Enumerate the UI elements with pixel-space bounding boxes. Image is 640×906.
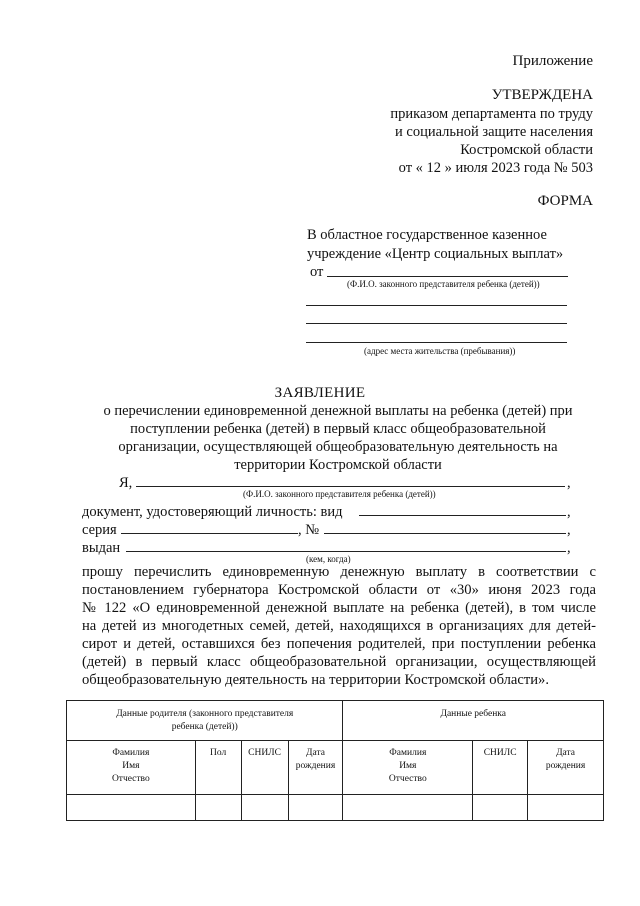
id-document-type-line[interactable] [359, 515, 566, 516]
document-title: ЗАЯВЛЕНИЕ [274, 385, 366, 401]
parent-sex-cell[interactable] [195, 795, 241, 821]
addressee-line-1: В областное государственное казенное [307, 227, 547, 243]
issued-label: выдан [82, 540, 121, 556]
parent-birthdate-header: Дата рождения [288, 741, 343, 795]
full-name-hint: (Ф.И.О. законного представителя ребенка (детей)) [243, 489, 436, 499]
approved-by-line-1: приказом департамента по труду [390, 106, 593, 122]
full-name-comma: , [567, 475, 571, 491]
applicant-name-hint: (Ф.И.О. законного представителя ребенка (детей)) [347, 279, 540, 289]
parent-fio-header: Фамилия Имя Отчество [67, 741, 196, 795]
table-header-row [67, 701, 604, 741]
title-line-2: поступлении ребенка (детей) в первый класс общеобразовательной [130, 421, 546, 437]
title-line-3: организации, осуществляющей общеобразовательную деятельность на [118, 439, 558, 455]
issued-hint: (кем, когда) [306, 554, 351, 564]
series-line[interactable] [121, 533, 298, 534]
addressee-line-2: учреждение «Центр социальных выплат» [307, 246, 564, 262]
request-line-5: сирот и детей, оставшихся без попечения родителей, при поступлении ребенка [82, 636, 596, 652]
appendix-label: Приложение [512, 53, 593, 69]
address-line-3[interactable] [306, 342, 567, 343]
number-label: , № [298, 522, 320, 538]
request-line-6: (детей) в первый класс общеобразовательной организации, осуществляющей [82, 654, 596, 670]
approved-label: УТВЕРЖДЕНА [491, 87, 593, 103]
parent-fio-cell[interactable] [67, 795, 196, 821]
child-birthdate-header: Дата рождения [528, 741, 604, 795]
number-line[interactable] [324, 533, 566, 534]
address-line-2[interactable] [306, 323, 567, 324]
ya-label: Я, [119, 475, 133, 491]
parent-sex-header: Пол [195, 741, 241, 795]
parent-snils-cell[interactable] [241, 795, 288, 821]
title-line-1: о перечислении единовременной денежной выплаты на ребенка (детей) при [103, 403, 573, 419]
id-document-label: документ, удостоверяющий личность: вид [82, 504, 343, 520]
full-name-line[interactable] [136, 486, 565, 487]
address-line-1[interactable] [306, 305, 567, 306]
applicant-name-line[interactable] [327, 276, 568, 277]
request-line-3: № 122 «О единовременной денежной выплате на ребенка (детей), в том числе [82, 600, 596, 616]
request-line-1: прошу перечислить единовременную денежную выплату в соответствии с [82, 564, 596, 580]
approved-by-line-3: Костромской области [460, 142, 593, 158]
issued-line[interactable] [126, 551, 566, 552]
address-hint: (адрес места жительства (пребывания)) [364, 346, 516, 356]
parent-birthdate-cell[interactable] [288, 795, 343, 821]
child-data-header: Данные ребенка [343, 701, 604, 741]
id-document-comma: , [567, 504, 571, 520]
series-label: серия [82, 522, 117, 538]
from-label: от [310, 264, 324, 280]
child-fio-cell[interactable] [343, 795, 473, 821]
request-line-7: общеобразовательную деятельность на территории Костромской области». [82, 672, 549, 688]
table-subheader-row [67, 741, 604, 795]
request-line-4: на детей из многодетных семей, детей, находящихся в организациях для детей- [82, 618, 596, 634]
order-date-number: от « 12 » июля 2023 года № 503 [398, 160, 593, 176]
title-line-4: территории Костромской области [234, 457, 442, 473]
data-table [66, 700, 604, 821]
number-comma: , [567, 522, 571, 538]
form-label: ФОРМА [537, 193, 593, 209]
parent-snils-header: СНИЛС [241, 741, 288, 795]
approved-by-line-2: и социальной защите населения [395, 124, 593, 140]
request-line-2: постановлением губернатора Костромской области от «30» июня 2023 года [82, 582, 596, 598]
table-row [67, 795, 604, 821]
child-birthdate-cell[interactable] [528, 795, 604, 821]
issued-comma: , [567, 540, 571, 556]
child-snils-cell[interactable] [473, 795, 528, 821]
child-fio-header: Фамилия Имя Отчество [343, 741, 473, 795]
child-snils-header: СНИЛС [473, 741, 528, 795]
parent-data-header: Данные родителя (законного представителя ребенка (детей)) [67, 701, 343, 741]
